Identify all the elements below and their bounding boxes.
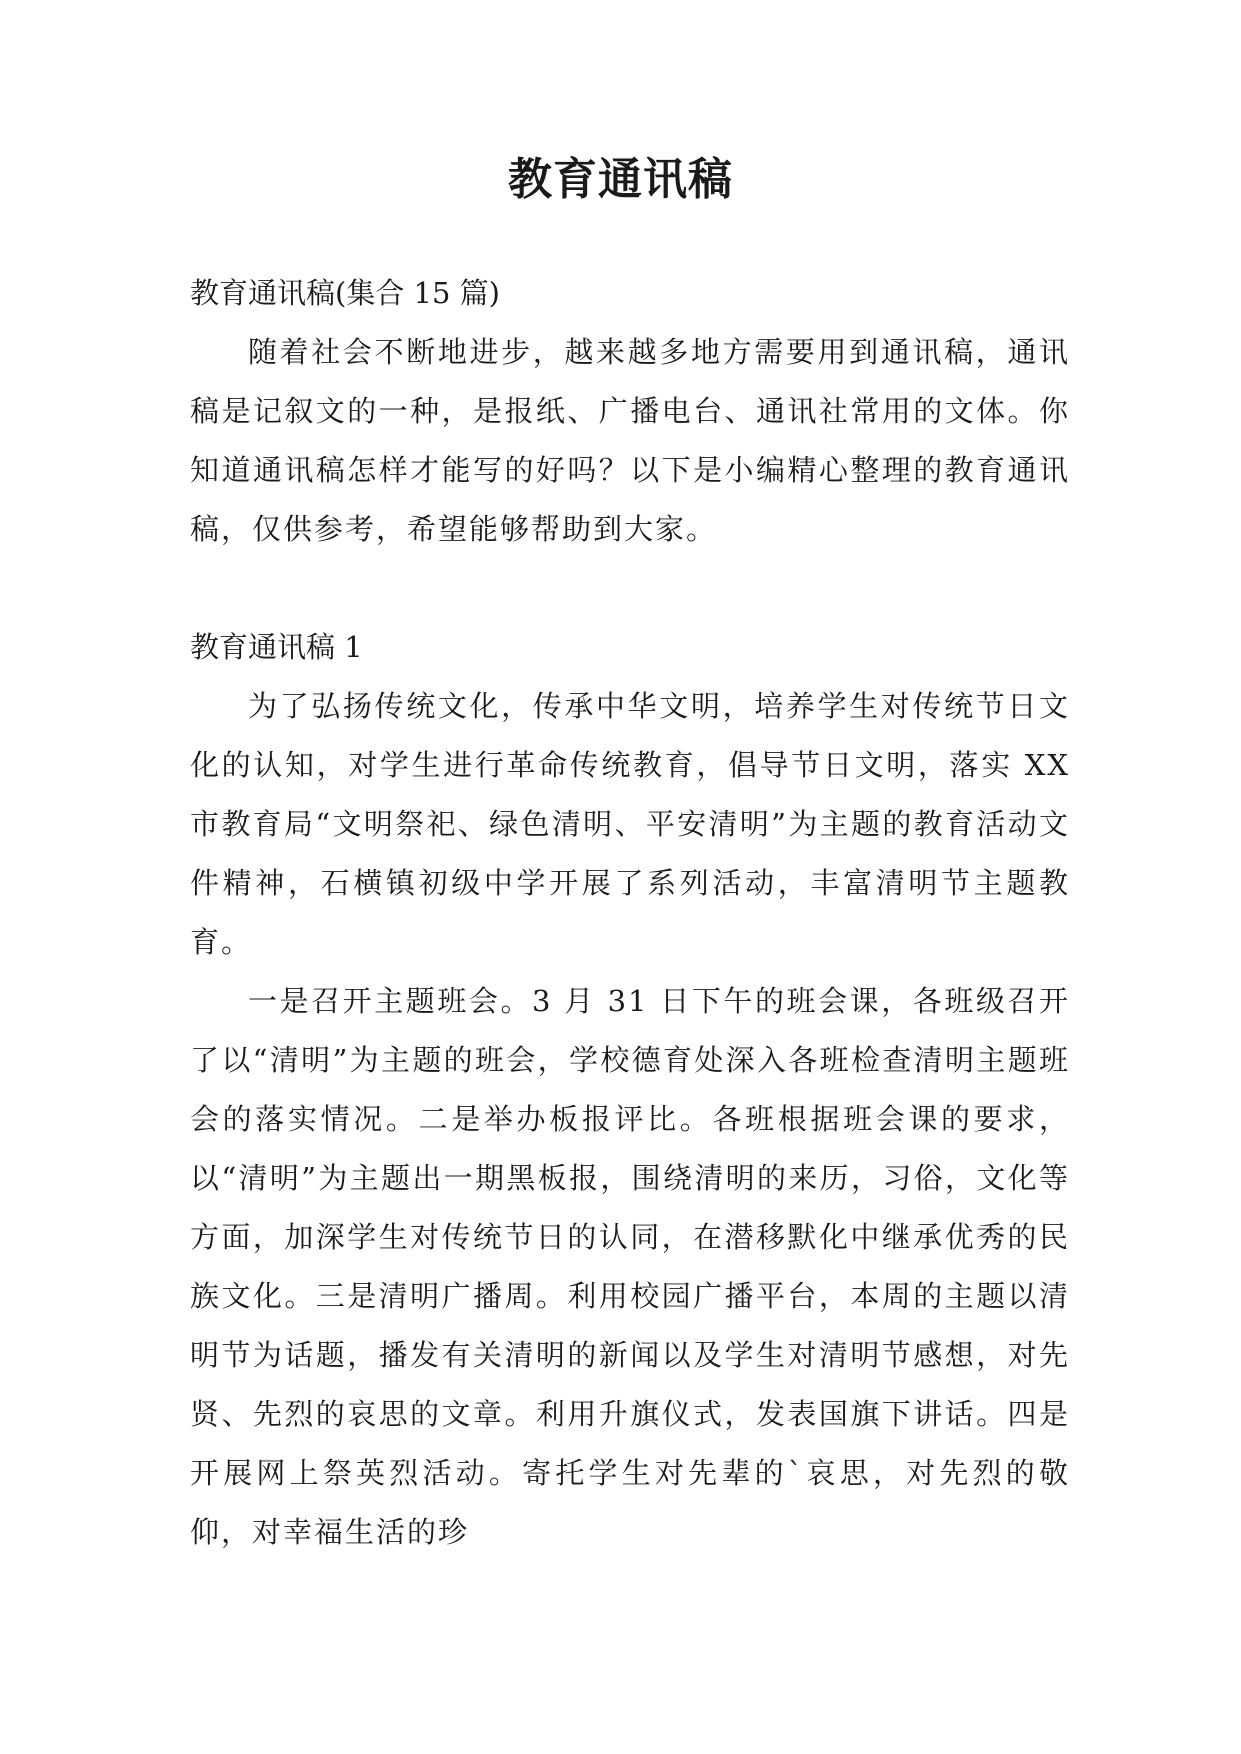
section-heading: 教育通讯稿 1: [190, 630, 363, 664]
collection-subtitle: 教育通讯稿(集合 15 篇): [190, 276, 500, 310]
intro-paragraph: 随着社会不断地进步，越来越多地方需要用到通讯稿，通讯稿是记叙文的一种，是报纸、广播电台、通讯社常用的文体。你知道通讯稿怎样才能写的好吗？以下是小编精心整理的教育通讯稿，仅供参考，希望能够帮助到大家。: [190, 335, 1070, 546]
body-paragraph: 一是召开主题班会。3 月 31 日下午的班会课，各班级召开了以“清明”为主题的班会，学校德育处深入各班检查清明主题班会的落实情况。二是举办板报评比。各班根据班会课的要求，以“清明”为主题出一期黑板报，围绕清明的来历，习俗，文化等方面，加深学生对传统节日的认同，在潜移默化中继承优秀的民族文化。三是清明广播周。利用校园广播平台，本周的主题以清明节为话题，播发有关清明的新闻以及学生对清明节感想，对先贤、先烈的哀思的文章。利用升旗仪式，发表国旗下讲话。四是开展网上祭英烈活动。寄托学生对先辈的`哀思，对先烈的敬仰，对幸福生活的珍: [190, 984, 1070, 1549]
body-paragraph: 为了弘扬传统文化，传承中华文明，培养学生对传统节日文化的认知，对学生进行革命传统教育，倡导节日文明，落实 XX 市教育局“文明祭祀、绿色清明、平安清明”为主题的教育活动文件精神，石横镇初级中学开展了系列活动，丰富清明节主题教育。: [190, 689, 1070, 959]
document-body: [190, 264, 1070, 1562]
document-title: 教育通讯稿: [508, 154, 733, 205]
section-spacer: [190, 559, 1070, 618]
